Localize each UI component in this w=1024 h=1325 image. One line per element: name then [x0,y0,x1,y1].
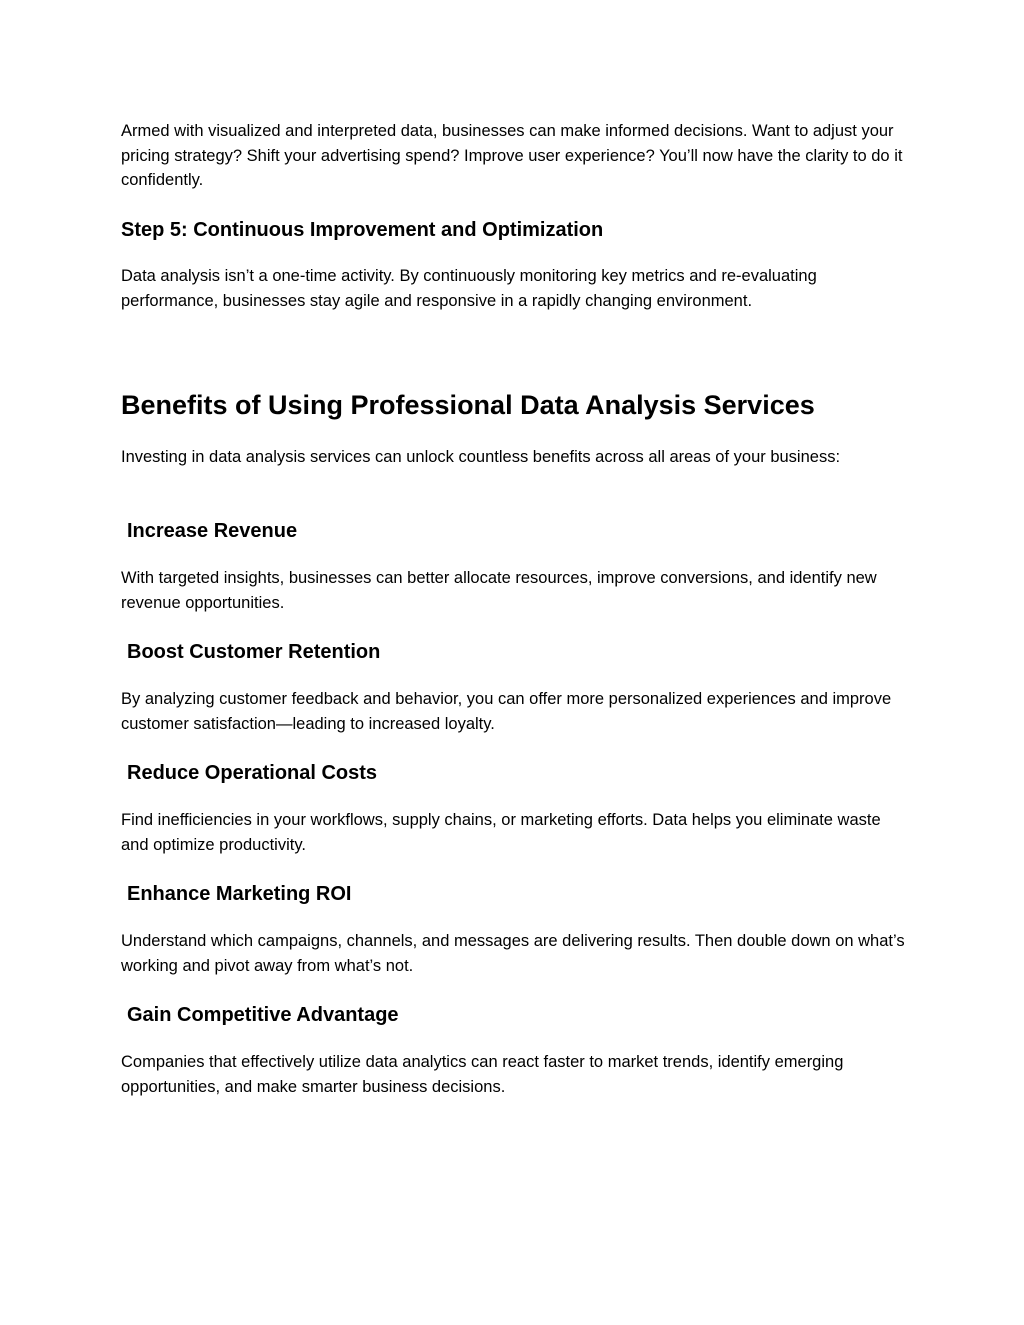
benefit-paragraph-marketing-roi: Understand which campaigns, channels, and messages are delivering results. Then double down on what’s working and pivot away from what’s not. [121,932,905,975]
benefit-paragraph-operational-costs: Find inefficiencies in your workflows, supply chains, or marketing efforts. Data helps you eliminate waste and optimize productivity. [121,811,881,854]
benefit-paragraph-competitive-advantage: Companies that effectively utilize data analytics can react faster to market trends, identify emerging opportunities, and make smarter business decisions. [121,1053,844,1096]
benefit-paragraph-customer-retention: By analyzing customer feedback and behavior, you can offer more personalized experiences and improve customer satisfaction—leading to increased loyalty. [121,690,892,733]
benefit-paragraph-increase-revenue: With targeted insights, businesses can better allocate resources, improve conversions, and identify new revenue opportunities. [121,569,877,612]
benefit-heading-customer-retention: Boost Customer Retention [127,641,381,663]
benefit-heading-operational-costs: Reduce Operational Costs [127,762,378,784]
benefits-heading: Benefits of Using Professional Data Analysis Services [121,390,815,420]
intro-paragraph: Armed with visualized and interpreted data, businesses can make informed decisions. Want to adjust your pricing strategy? Shift your advertising spend? Improve user experience? You’ll now have the clarity to do it confidently. [121,122,903,189]
benefit-heading-increase-revenue: Increase Revenue [127,520,298,542]
benefits-intro-paragraph: Investing in data analysis services can unlock countless benefits across all areas of your business: [121,448,841,466]
step5-heading: Step 5: Continuous Improvement and Optimization [121,219,604,241]
benefit-heading-marketing-roi: Enhance Marketing ROI [127,883,352,905]
step5-paragraph: Data analysis isn’t a one-time activity. By continuously monitoring key metrics and re-evaluating performance, businesses stay agile and responsive in a rapidly changing environment. [121,267,817,310]
benefit-heading-competitive-advantage: Gain Competitive Advantage [127,1004,399,1026]
